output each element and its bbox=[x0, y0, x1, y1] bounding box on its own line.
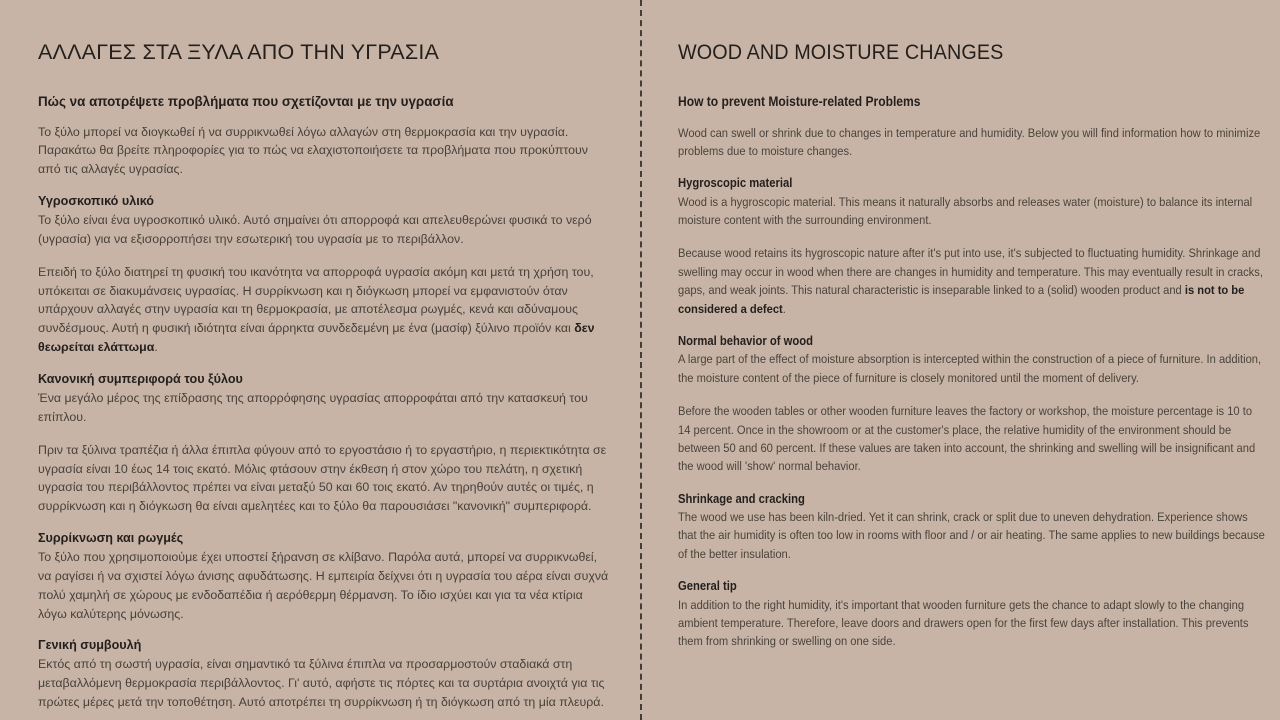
section-heading-hygroscopic-english: Hygroscopic material bbox=[678, 176, 793, 191]
paragraph-text-pre: Επειδή το ξύλο διατηρεί τη φυσική του ικανότητα να απορροφά υγρασία ακόμη και μετά τη χρήση του, υπόκειται σε διακυμάνσεις υγρασίας. Η συρρίκνωση και η διόγκωση μπορεί να εμφανιστούν όταν υπάρχουν αλλαγές στην υγρασία και τη θερμοκρασία, με αποτέλεσμα ρωγμές, κενά και αδύναμους συνδέσμους. Αυτή η φυσική ιδιότητα είναι άρρηκτα συνδεδεμένη με ένα (μασίφ) ξύλινο προϊόν και bbox=[38, 264, 594, 336]
paragraph-text-post: . bbox=[782, 301, 786, 316]
section-heading-shrinkage-english: Shrinkage and cracking bbox=[678, 491, 805, 506]
bold-phrase-not-a-defect-english: is not to be considered a defect bbox=[678, 283, 1245, 316]
section-paragraph-normal-behavior-a-english: A large part of the effect of moisture absorption is intercepted within the construction of a piece of furniture. In addition, the moisture content of the piece of furniture is closely monitored until the moment of delivery. bbox=[678, 352, 1262, 385]
section-paragraph-shrinkage-greek: Το ξύλο που χρησιμοποιούμε έχει υποστεί ξήρανση σε κλίβανο. Παρόλα αυτά, μπορεί να συρρικνωθεί, να ραγίσει ή να σχιστεί λόγω άνισης αφυδάτωσης. Η εμπειρία δείχνει ότι η υγρασία του αέρα είναι συχνά πολύ χαμηλή σε χώρους με ενδοδαπέδια ή αερόθερμη θέρμανση. Το ίδιο ισχύει και για τα νέα κτίρια λόγω καλύτερης μόνωσης. bbox=[38, 550, 609, 621]
section-paragraph-normal-behavior-b-english: Before the wooden tables or other wooden furniture leaves the factory or workshop, the moisture percentage is 10 to 14 percent. Once in the showroom or at the customer's place, the relative humidity of the environment should be between 50 and 60 percent. If these values are taken into account, the shrinking and swelling will be insignificant and the wood will 'show' normal behavior. bbox=[678, 404, 1256, 474]
section-paragraph-defect-english bbox=[678, 244, 1267, 317]
english-column bbox=[640, 0, 1280, 720]
section-heading-shrinkage-greek: Συρρίκνωση και ρωγμές bbox=[38, 531, 184, 546]
page-title-greek: ΑΛΛΑΓΕΣ ΣΤΑ ΞΥΛΑ ΑΠΟ ΤΗΝ ΥΓΡΑΣΙΑ bbox=[38, 40, 440, 64]
section-paragraph-general-tip-greek: Εκτός από τη σωστή υγρασία, είναι σημαντικό τα ξύλινα έπιπλα να προσαρμοστούν σταδιακά στη μεταβαλλόμενη θερμοκρασία περιβάλλοντος. Γι' αυτό, αφήστε τις πόρτες και τα συρτάρια ανοιχτά για τις πρώτες μέρες μετά την τοποθέτηση. Αυτό αποτρέπει τη συρρίκνωση ή τη διόγκωση από τη μία πλευρά. bbox=[38, 657, 605, 710]
section-heading-normal-behavior-english: Normal behavior of wood bbox=[678, 333, 814, 348]
lead-heading-greek: Πώς να αποτρέψετε προβλήματα που σχετίζονται με την υγρασία bbox=[38, 93, 454, 109]
section-paragraph-defect-greek bbox=[38, 263, 610, 357]
section-heading-normal-behavior-greek: Κανονική συμπεριφορά του ξύλου bbox=[38, 371, 243, 386]
lead-paragraph-english: Wood can swell or shrink due to changes in temperature and humidity. Below you will find information how to minimize problems due to moisture changes. bbox=[678, 125, 1261, 158]
lead-heading-english: How to prevent Moisture-related Problems bbox=[678, 93, 921, 109]
section-heading-general-tip-greek: Γενική συμβουλή bbox=[38, 638, 142, 653]
section-paragraph-normal-behavior-a-greek: Ένα μεγάλο μέρος της επίδρασης της απορρόφησης υγρασίας απορροφάται από την κατασκευή του επίπλου. bbox=[38, 390, 588, 424]
paragraph-text-post: . bbox=[154, 340, 158, 355]
section-heading-general-tip-english: General tip bbox=[678, 579, 737, 594]
section-paragraph-hygroscopic-english: Wood is a hygroscopic material. This means it naturally absorbs and releases water (moisture) to balance its internal moisture content with the surrounding environment. bbox=[678, 194, 1253, 228]
section-paragraph-normal-behavior-b-greek: Πριν τα ξύλινα τραπέζια ή άλλα έπιπλα φύγουν από το εργοστάσιο ή το εργαστήριο, η περιεκτικότητα σε υγρασία είναι 10 έως 14 τοις εκατό. Μόλις φτάσουν στην έκθεση ή στον χώρο του πελάτη, η σχετική υγρασία του περιβάλλοντος πρέπει να είναι μεταξύ 50 και 60 τοις εκατό. Αν τηρηθούν αυτές οι τιμές, η συρρίκνωση και η διόγκωση θα είναι αμελητέες και το ξύλο θα παρουσιάσει "κανονική" συμπεριφορά. bbox=[38, 442, 607, 514]
page-title-english: WOOD AND MOISTURE CHANGES bbox=[678, 40, 1004, 64]
lead-paragraph-greek: Το ξύλο μπορεί να διογκωθεί ή να συρρικνωθεί λόγω αλλαγών στη θερμοκρασία και την υγρασία. Παρακάτω θα βρείτε πληροφορίες για το πώς να ελαχιστοποιήσετε τα προβλήματα που προκύπτουν από τις αλλαγές υγρασίας. bbox=[38, 124, 588, 177]
section-heading-hygroscopic-greek: Υγροσκοπικό υλικό bbox=[38, 194, 154, 209]
section-paragraph-shrinkage-english: The wood we use has been kiln-dried. Yet it can shrink, crack or split due to uneven dehydration. Experience shows that the air humidity is often too low in rooms with floor and / or air heating. The same applies to new buildings because of the better insulation. bbox=[678, 510, 1265, 561]
section-paragraph-hygroscopic-greek: Το ξύλο είναι ένα υγροσκοπικό υλικό. Αυτό σημαίνει ότι απορροφά και απελευθερώνει φυσικά το νερό (υγρασία) για να εξισορροπήσει την εσωτερική του υγρασία με το περιβάλλον. bbox=[38, 213, 592, 246]
section-paragraph-general-tip-english: In addition to the right humidity, it's important that wooden furniture gets the chance to adapt slowly to the changing ambient temperature. Therefore, leave doors and drawers open for the first few days after installation. This prevents them from shrinking or swelling on one side. bbox=[678, 597, 1249, 649]
paragraph-text-pre: Because wood retains its hygroscopic nature after it's put into use, it's subjected to fluctuating humidity. Shrinkage and swelling may occur in wood when there are changes in humidity and temperature. This may eventually result in cracks, gaps, and weak joints. This natural characteristic is inseparable linked to a (solid) wooden product and bbox=[678, 246, 1263, 298]
bold-phrase-not-a-defect-greek: δεν θεωρείται ελάττωμα bbox=[38, 321, 595, 355]
